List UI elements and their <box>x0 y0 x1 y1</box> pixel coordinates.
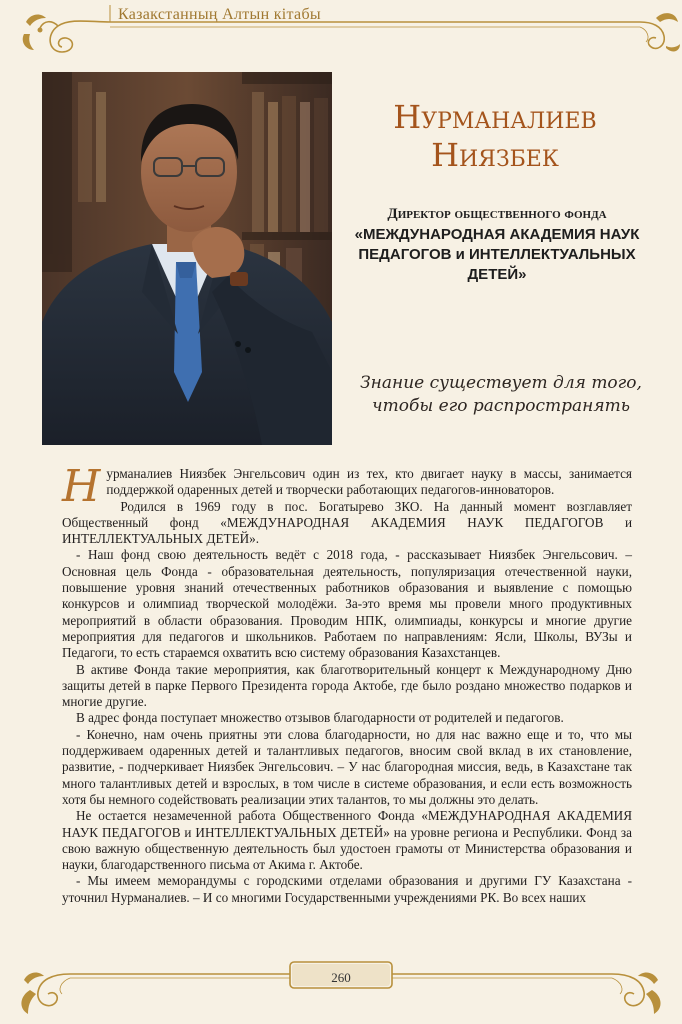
header-ornament <box>0 0 682 70</box>
paragraph-text: урманалиев Ниязбек Энгельсович один из тех, кто двигает науку в массы, занимается поддержкой одаренных детей и творчески работающих педагогов-инноваторов. <box>106 466 632 498</box>
article-paragraph: - Мы имеем меморандумы с городскими отделами образования и другими ГУ Казахстана - уточнил Нурманалиев. – И со многими Государственными учреждениями РК. Во всех наших <box>62 873 632 905</box>
article-paragraph: В адрес фонда поступает множество отзывов благодарности от родителей и педагогов. <box>76 710 564 726</box>
article-paragraph: В активе Фонда такие мероприятия, как благотворительный концерт к Международному Дню защиты детей в парке Первого Президента города Актобе, где было роздано множество подарков и многие другие. <box>62 661 632 710</box>
page-number: 260 <box>331 970 351 985</box>
article-paragraph <box>62 461 632 512</box>
person-role <box>352 204 642 285</box>
footer-ornament <box>0 950 682 1024</box>
page-footer <box>0 950 682 1024</box>
name-surname: Нурманалиев <box>393 98 597 136</box>
organization-name: «МЕЖДУНАРОДНАЯ АКАДЕМИЯ НАУК ПЕДАГОГОВ и ИНТЕЛЛЕКТУАЛЬНЫХ ДЕТЕЙ» <box>354 226 640 283</box>
article-body <box>62 461 632 906</box>
name-given: Ниязбек <box>431 136 559 174</box>
drop-cap: Н <box>62 461 101 512</box>
article-paragraph: Не остается незамеченной работа Общественного Фонда «МЕЖДУНАРОДНАЯ АКАДЕМИЯ НАУК ПЕДАГОГОВ и ИНТЕЛЛЕКТУАЛЬНЫХ ДЕТЕЙ» на уровне региона и Республики. Фонд за свою важную общественную деятельность был удостоен грамоты от Министерства образования и науки, благодарственного письма от Акима г. Актобе. <box>62 808 632 873</box>
article-paragraph: - Конечно, нам очень приятны эти слова благодарности, но для нас важно еще и то, что мы поддерживаем одаренных детей и талантливых педагогов, вносим свой вклад в их становление, развитие, - подчеркивает Ниязбек Энгельсович. – У нас благородная миссия, ведь, в Казахстане так много талантливых детей и взрослых, в том числе в системе образования, и если есть возможность хотя бы немного содействовать реализации этих талантов, то мы должны это делать. <box>62 726 632 807</box>
portrait-photo <box>42 72 332 445</box>
article-paragraph: Родился в 1969 году в пос. Богатырево ЗКО. На данный момент возглавляет Общественный фонд «МЕЖДУНАРОДНАЯ АКАДЕМИЯ НАУК ПЕДАГОГОВ и ИНТЕЛЛЕКТУАЛЬНЫХ ДЕТЕЙ». <box>62 498 632 547</box>
role-title: Директор общественного фонда <box>387 206 607 222</box>
book-title: Казакстанның Алтын кітабы <box>118 6 321 23</box>
page-header <box>0 0 682 70</box>
quote-line-1: Знание существует для того, <box>360 373 642 393</box>
article-paragraph: - Наш фонд свою деятельность ведёт с 2018 года, - рассказывает Ниязбек Энгельсович. – Основная цель Фонда - образовательная деятельность, популяризация отечественной науки, повышение уровня знаний отечественных работников образования и выявление с помощью конкурсов и олимпиад творческой молодёжи. За-это время мы провели много продуктивных мероприятий в области образования. Проводим НПК, олимпиады, конкурсы и многие другие мероприятия для педагогов и школьников. Работаем по направлениям: Ясли, Школы, ВУЗы и Педагоги, то есть стараемся охватить всю систему образования Казахстанцев. <box>62 547 632 661</box>
quote-line-2: чтобы его распространять <box>372 396 630 416</box>
person-name <box>340 98 650 174</box>
motto-quote <box>356 372 646 418</box>
